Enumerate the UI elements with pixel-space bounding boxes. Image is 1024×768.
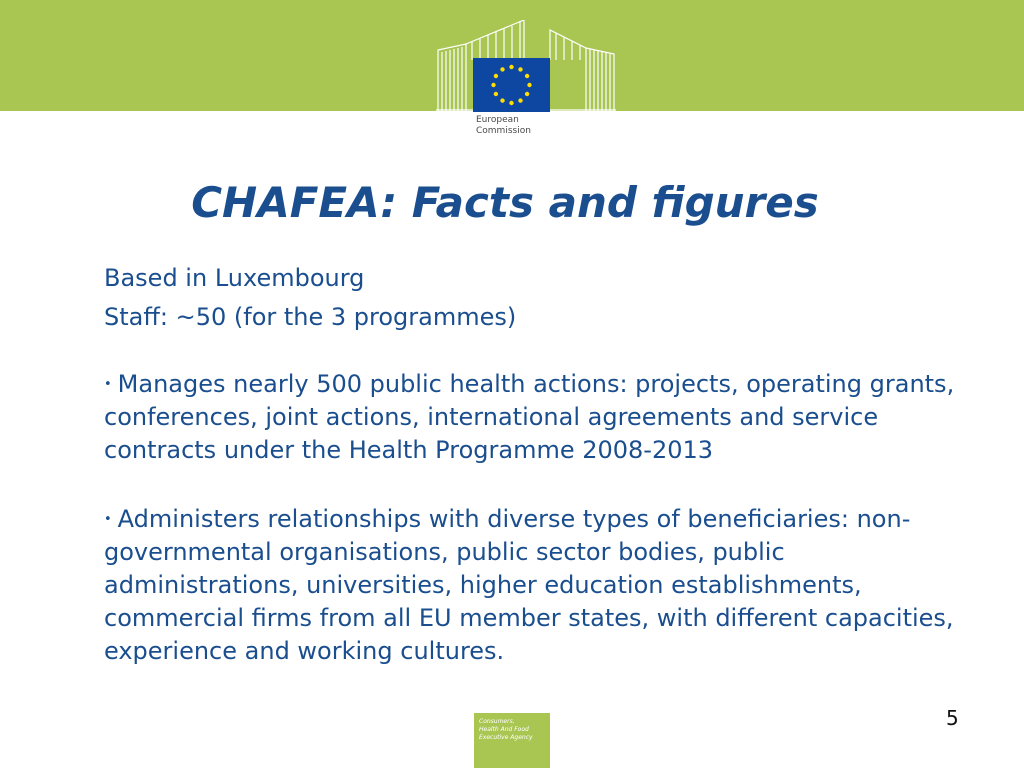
bullet-icon: • — [104, 377, 112, 392]
european-commission-logo — [436, 20, 616, 148]
eu-stars-icon — [473, 58, 550, 112]
staff-line: Staff: ~50 (for the 3 programmes) — [104, 303, 517, 331]
bullet-item-1 — [104, 368, 984, 467]
bullet-item-2 — [104, 503, 984, 668]
bullet-icon: • — [104, 512, 112, 527]
slide-title: CHAFEA: Facts and figures — [191, 178, 819, 227]
location-line: Based in Luxembourg — [104, 264, 365, 292]
eu-flag-icon — [473, 58, 550, 112]
ec-logo-text: European Commission — [476, 115, 531, 136]
chafea-footer-badge — [474, 713, 550, 768]
ec-emblem-box — [473, 58, 550, 148]
bullet-text-1: Manages nearly 500 public health actions: projects, operating grants, conferences, joint actions, international agreements and service contracts under the Health Programme 2008-2013 — [104, 370, 955, 464]
page-number: 5 — [946, 706, 959, 730]
bullet-text-2: Administers relationships with diverse types of beneficiaries: non-governmental organisations, public sector bodies, public administrations, universities, higher education establishments, commercial firms from all EU member states, with different capacities, experience and working cultures. — [104, 505, 954, 665]
slide-body — [104, 262, 984, 668]
footer-badge-text: Consumers, Health And Food Executive Agency — [479, 718, 533, 741]
